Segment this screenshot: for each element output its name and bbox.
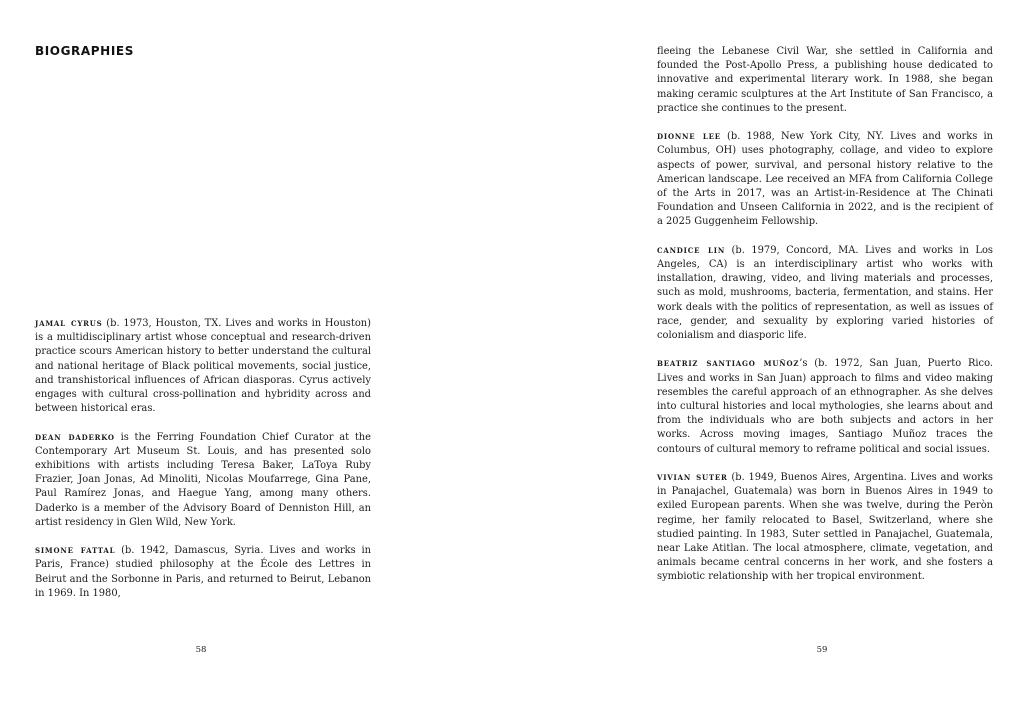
bio-text: (b. 1988, New York City, NY. Lives and works in Columbus, OH) uses photography, collage, and video to explore aspects of power, survival, and personal history relative to the American landscape. Lee received an MFA from California College of the Arts in 2017, was an Artist-in-Residence at The Chinati Foundation and Unseen California in 2022, and is the recipient of a 2025 Guggenheim Fellowship. [657,131,993,228]
bio-name: simone fattal [35,544,116,557]
bio-vivian-suter [657,470,993,585]
bio-jamal-cyrus [35,316,371,416]
bio-name: vivian suter [657,471,728,484]
bio-text: (b. 1973, Houston, TX. Lives and works in Houston) is a multidisciplinary artist whose conceptual and research-driven practice scours American history to better understand the cultural and national heritage of Black political movements, social justice, and transhistorical influences of African diasporas. Cyrus actively engages with cultural cross-pollination and hybridity across and between historical eras. [35,318,371,415]
bio-text: is the Ferring Foundation Chief Curator at the Contemporary Art Museum St. Louis, and has presented solo exhibitions with artists including Teresa Baker, LaToya Ruby Frazier, Joan Jonas, Ad Minoliti, Nicolas Moufarrege, Gina Pane, Paul Ramírez Jonas, and Haegue Yang, among many others. Daderko is a member of the Advisory Board of Denniston Hill, an artist residency in Glen Wild, New York. [35,431,371,528]
bio-name: dean daderko [35,430,115,443]
bio-continuation: fleeing the Lebanese Civil War, she settled in California and founded the Post-Apollo Press, a publishing house dedicated to innovative and experimental literary work. In 1988, she began making ceramic sculptures at the Art Institute of San Francisco, a practice she continues to the present. [657,46,993,114]
bio-text: ’s (b. 1972, San Juan, Puerto Rico. Lives and works in San Juan) approach to films and video making resembles the careful approach of an ethnographer. As she delves into cultural histories and local mythologies, she learns about and from the individuals who are both subjects and actors in her works. Across moving images, Santiago Muñoz traces the contours of cultural memory to reframe political and social issues. [657,358,993,455]
page-number-right: 59 [816,645,828,655]
bio-name: candice lin [657,243,726,256]
bio-name: beatriz santiago muñoz [657,357,800,370]
bio-name: dionne lee [657,130,721,143]
section-heading: BIOGRAPHIES [35,44,134,58]
bio-dean-daderko [35,430,371,530]
page-number-left: 58 [195,645,207,655]
bio-text: (b. 1949, Buenos Aires, Argentina. Lives and works in Panajachel, Guatemala) was born in Buenos Aires in 1949 to exiled European parents. When she was twelve, during the Peròn regime, her family relocated to Basel, Switzerland, where she studied painting. In 1983, Suter settled in Panajachel, Guatemala, near Lake Atitlan. The local atmosphere, climate, vegetation, and animals became central concerns in her work, and she fosters a symbiotic relationship with her tropical environment. [657,472,993,583]
left-column [35,316,371,614]
bio-beatriz-santiago-munoz [657,356,993,456]
right-column [657,45,993,598]
bio-name: jamal cyrus [35,317,103,329]
bio-dionne-lee [657,129,993,229]
bio-text: (b. 1942, Damascus, Syria. Lives and works in Paris, France) studied philosophy at the École des Lettres in Beirut and the Sorbonne in Paris, and returned to Beirut, Lebanon in 1969. In 1980, [35,545,371,599]
bio-simone-fattal [35,543,371,601]
bio-candice-lin [657,243,993,343]
bio-text: (b. 1979, Concord, MA. Lives and works in Los Angeles, CA) is an interdisciplinary artist who works with installation, drawing, video, and living materials and processes, such as mold, mushrooms, bacteria, fermentation, and stains. Her work deals with the politics of representation, as well as issues of race, gender, and sexuality by exploring varied histories of colonialism and diasporic life. [657,244,993,342]
right-page [512,0,1024,704]
